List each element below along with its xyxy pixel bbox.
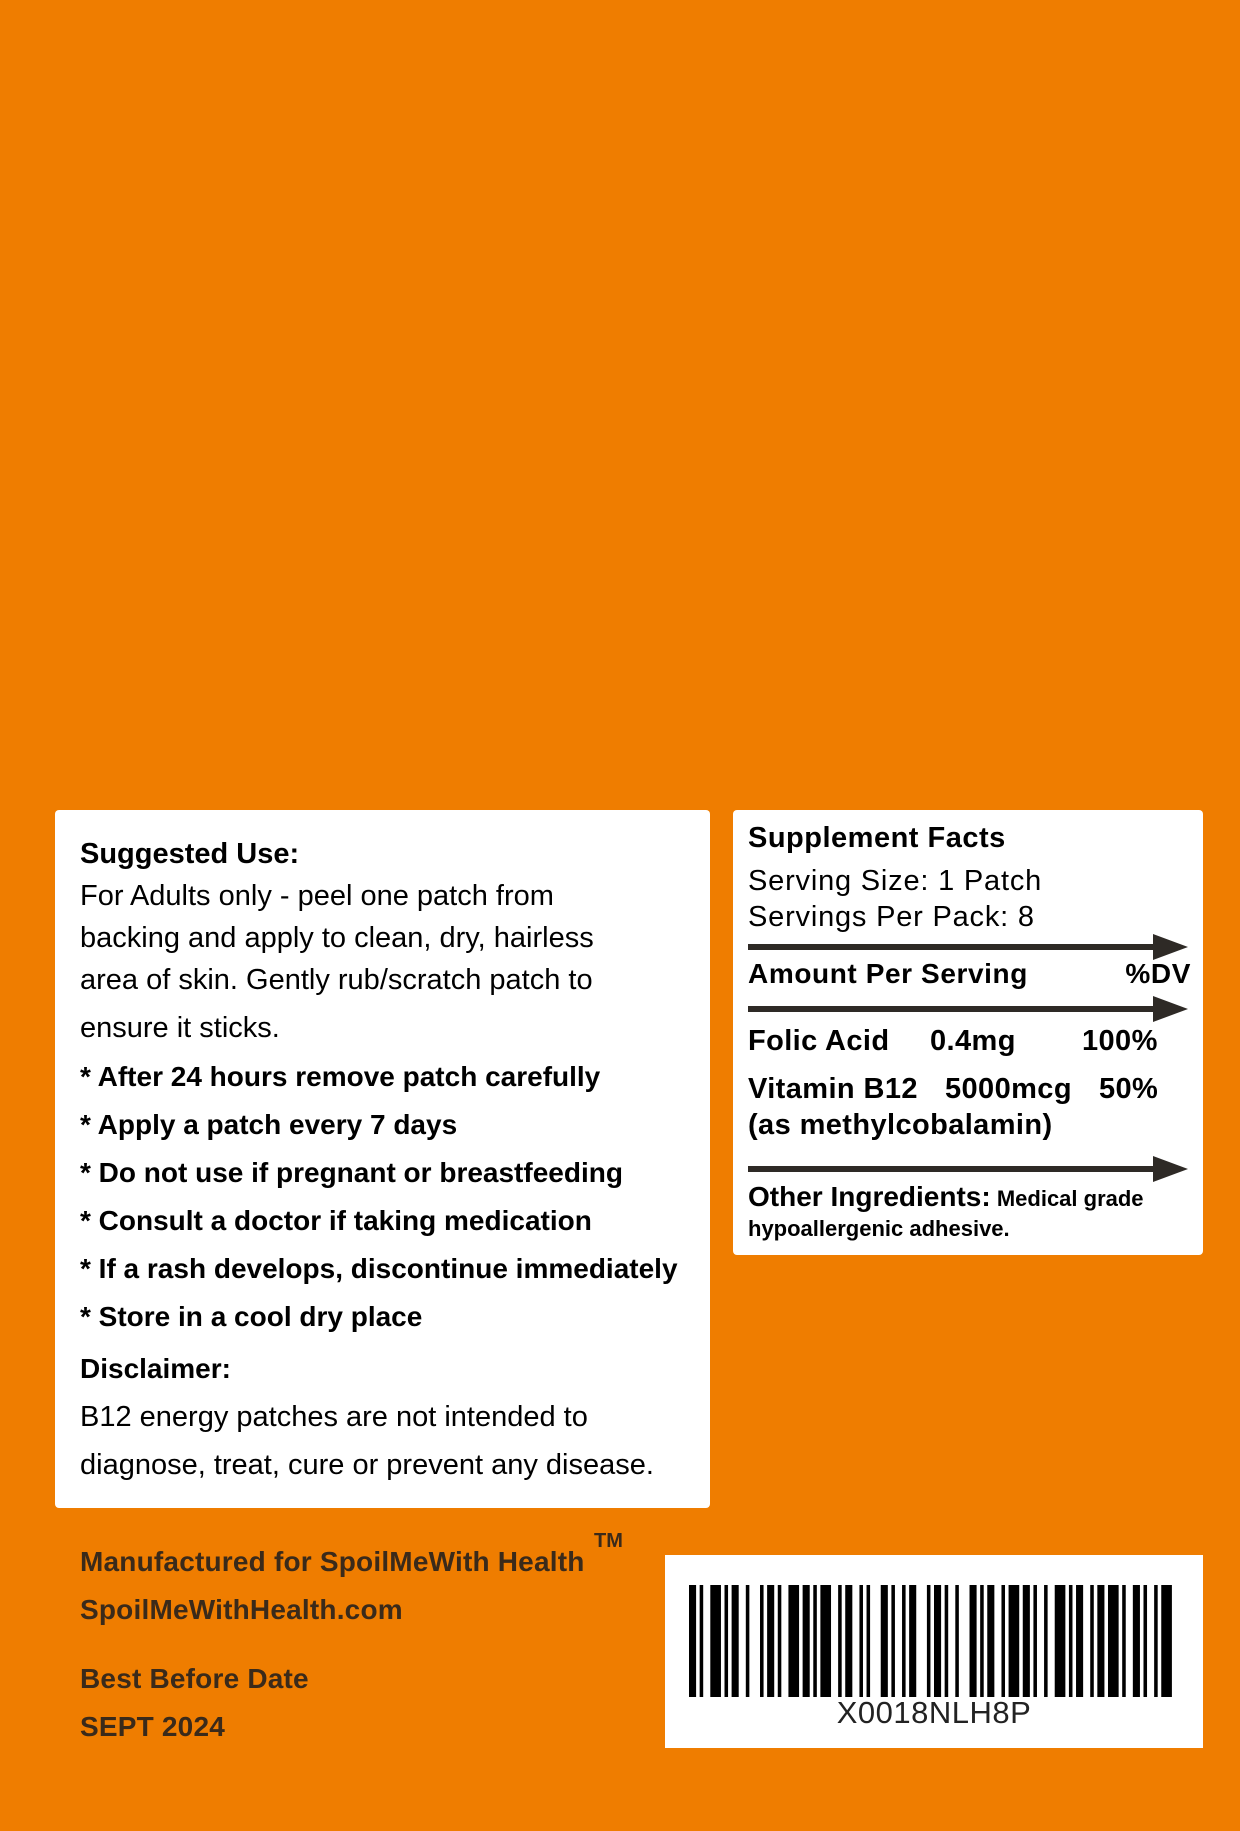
usage-bullet: * Do not use if pregnant or breastfeeding <box>80 1157 623 1188</box>
usage-bullet: * If a rash develops, discontinue immediately <box>80 1253 678 1284</box>
amount-per-serving-header: Amount Per Serving <box>748 958 1028 989</box>
barcode-number: X0018NLH8P <box>836 1695 1032 1730</box>
nutrient-amount: 0.4mg <box>930 1025 1016 1057</box>
barcode-bar <box>1090 1585 1094 1697</box>
suggested-use-body <box>80 875 700 1049</box>
barcode-bar <box>1133 1585 1140 1697</box>
nutrient-name: Vitamin B12 <box>748 1073 918 1105</box>
nutrient-name: Folic Acid <box>748 1025 890 1057</box>
divider-arrow-icon <box>748 934 1188 960</box>
nutrient-amount: 5000mcg <box>945 1073 1072 1105</box>
disclaimer-body <box>80 1393 700 1489</box>
manufacturer-text: Manufactured for SpoilMeWith Health <box>80 1546 585 1577</box>
website-text: SpoilMeWithHealth.com <box>80 1594 403 1625</box>
other-ingredients-text: Medical grade hypoallergenic adhesive. <box>748 1186 1144 1241</box>
divider-arrow-icon <box>748 1156 1188 1182</box>
barcode-label <box>665 1555 1203 1748</box>
nutrient-dv: 100% <box>1082 1025 1158 1057</box>
servings-per-pack: Servings Per Pack: 8 <box>748 901 1035 933</box>
barcode-bar <box>891 1585 895 1697</box>
use-body-line: For Adults only - peel one patch from <box>80 880 554 912</box>
use-body-line: area of skin. Gently rub/scratch patch to <box>80 964 593 996</box>
barcode-bar <box>859 1585 863 1697</box>
barcode-bar <box>803 1585 810 1697</box>
disclaimer-line: B12 energy patches are not intended to <box>80 1401 588 1433</box>
barcode-bar <box>1122 1585 1126 1697</box>
barcode-bar <box>820 1585 831 1697</box>
barcode-bar <box>689 1585 696 1697</box>
barcode-bar <box>788 1585 799 1697</box>
nutrient-dv: 50% <box>1099 1073 1159 1105</box>
barcode-bar <box>767 1585 774 1697</box>
nutrient-note: (as methylcobalamin) <box>748 1109 1053 1141</box>
best-before-date: SEPT 2024 <box>80 1711 225 1742</box>
supplement-facts-card <box>733 810 1203 1255</box>
barcode-bar <box>760 1585 764 1697</box>
barcode-bar <box>838 1585 842 1697</box>
barcode-bar <box>987 1585 994 1697</box>
barcode-bar <box>881 1585 888 1697</box>
barcode-bar <box>970 1585 977 1697</box>
barcode-bar <box>909 1585 916 1697</box>
barcode-bar <box>1097 1585 1104 1697</box>
barcode-bar <box>1033 1585 1037 1697</box>
barcode-bar <box>1161 1585 1172 1697</box>
barcode-bar <box>813 1585 817 1697</box>
barcode-bar <box>1108 1585 1119 1697</box>
barcode-bar <box>1055 1585 1066 1697</box>
barcode-bar <box>710 1585 721 1697</box>
divider-arrow-icon <box>748 996 1188 1022</box>
barcode-bar <box>778 1585 782 1697</box>
barcode-bar <box>934 1585 941 1697</box>
best-before-label: Best Before Date <box>80 1663 309 1694</box>
dv-header: %DV <box>1125 958 1191 989</box>
barcode-bar <box>927 1585 931 1697</box>
other-ingredients <box>748 1182 1188 1244</box>
use-body-line: backing and apply to clean, dry, hairless <box>80 922 594 954</box>
barcode-bar <box>945 1585 949 1697</box>
barcode-bar <box>1069 1585 1073 1697</box>
barcode-bar <box>1023 1585 1030 1697</box>
barcode-bar <box>980 1585 984 1697</box>
usage-bullet: * After 24 hours remove patch carefully <box>80 1061 601 1092</box>
usage-bullet: * Apply a patch every 7 days <box>80 1109 458 1140</box>
trademark-mark: TM <box>594 1530 623 1552</box>
barcode-bar <box>1009 1585 1020 1697</box>
supplement-facts-title: Supplement Facts <box>748 822 1006 854</box>
use-body-line: ensure it sticks. <box>80 1012 280 1044</box>
usage-bullet-list <box>80 1053 700 1341</box>
barcode-bar <box>725 1585 729 1697</box>
usage-bullet: * Consult a doctor if taking medication <box>80 1205 592 1236</box>
barcode-bar <box>1154 1585 1158 1697</box>
usage-bullet: * Store in a cool dry place <box>80 1301 423 1332</box>
barcode-bar <box>867 1585 871 1697</box>
suggested-use-card <box>55 810 710 1508</box>
disclaimer-heading: Disclaimer: <box>80 1353 231 1384</box>
barcode-bar <box>845 1585 852 1697</box>
barcode-bar <box>955 1585 959 1697</box>
barcode-bar <box>902 1585 906 1697</box>
barcode-icon <box>689 1585 1179 1697</box>
serving-size: Serving Size: 1 Patch <box>748 865 1043 897</box>
barcode-bar <box>746 1585 750 1697</box>
barcode-bar <box>1044 1585 1048 1697</box>
barcode-bar <box>1001 1585 1005 1697</box>
barcode-bar <box>732 1585 739 1697</box>
suggested-use-heading: Suggested Use: <box>80 838 300 870</box>
barcode-bar <box>1143 1585 1147 1697</box>
barcode-bar <box>700 1585 704 1697</box>
barcode-bar <box>1076 1585 1083 1697</box>
disclaimer-line: diagnose, treat, cure or prevent any disease. <box>80 1449 654 1481</box>
other-ingredients-label: Other Ingredients: <box>748 1181 991 1212</box>
